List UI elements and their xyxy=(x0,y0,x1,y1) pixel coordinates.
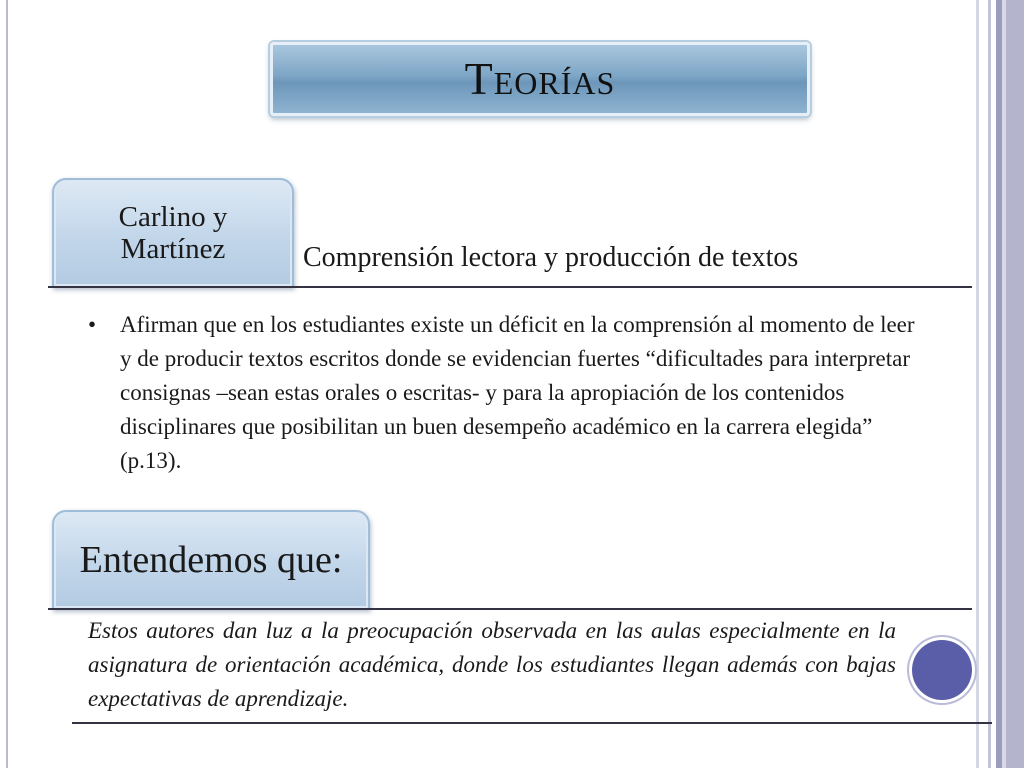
section2-rule xyxy=(48,608,972,610)
author-tag-line1: Carlino y xyxy=(118,201,228,233)
bottom-rule xyxy=(72,722,992,724)
slide-title: Teorías xyxy=(464,53,616,104)
conclusion-tag xyxy=(52,510,370,610)
conclusion-tag-label: Entendemos que: xyxy=(79,539,343,581)
title-banner xyxy=(270,42,810,116)
bullet-text: Afirman que en los estudiantes existe un déficit en la comprensión al momento de leer y de producir textos escritos donde se evidencian fuertes “dificultades para interpretar consignas –sean estas orales o escritas- y para la apropiación de los contenidos disciplinares que posibilitan un buen desempeño académico en la carrera elegida” (p.13). xyxy=(120,312,915,473)
decorative-circle xyxy=(912,640,972,700)
author-tag-line2: Martínez xyxy=(120,233,226,265)
author-tag xyxy=(52,178,294,288)
right-frame-rail xyxy=(976,0,1024,768)
conclusion-text: Estos autores dan luz a la preocupación observada en las aulas especialmente en la asignatura de orientación académica, donde los estudiantes llegan además con bajas expectativas de aprendizaje. xyxy=(88,618,896,711)
bullet-marker: • xyxy=(88,312,97,337)
section-subtitle: Comprensión lectora y producción de textos xyxy=(303,242,799,273)
section1-rule xyxy=(48,286,972,288)
left-frame-rail xyxy=(0,0,12,768)
bullet-item xyxy=(88,308,918,478)
